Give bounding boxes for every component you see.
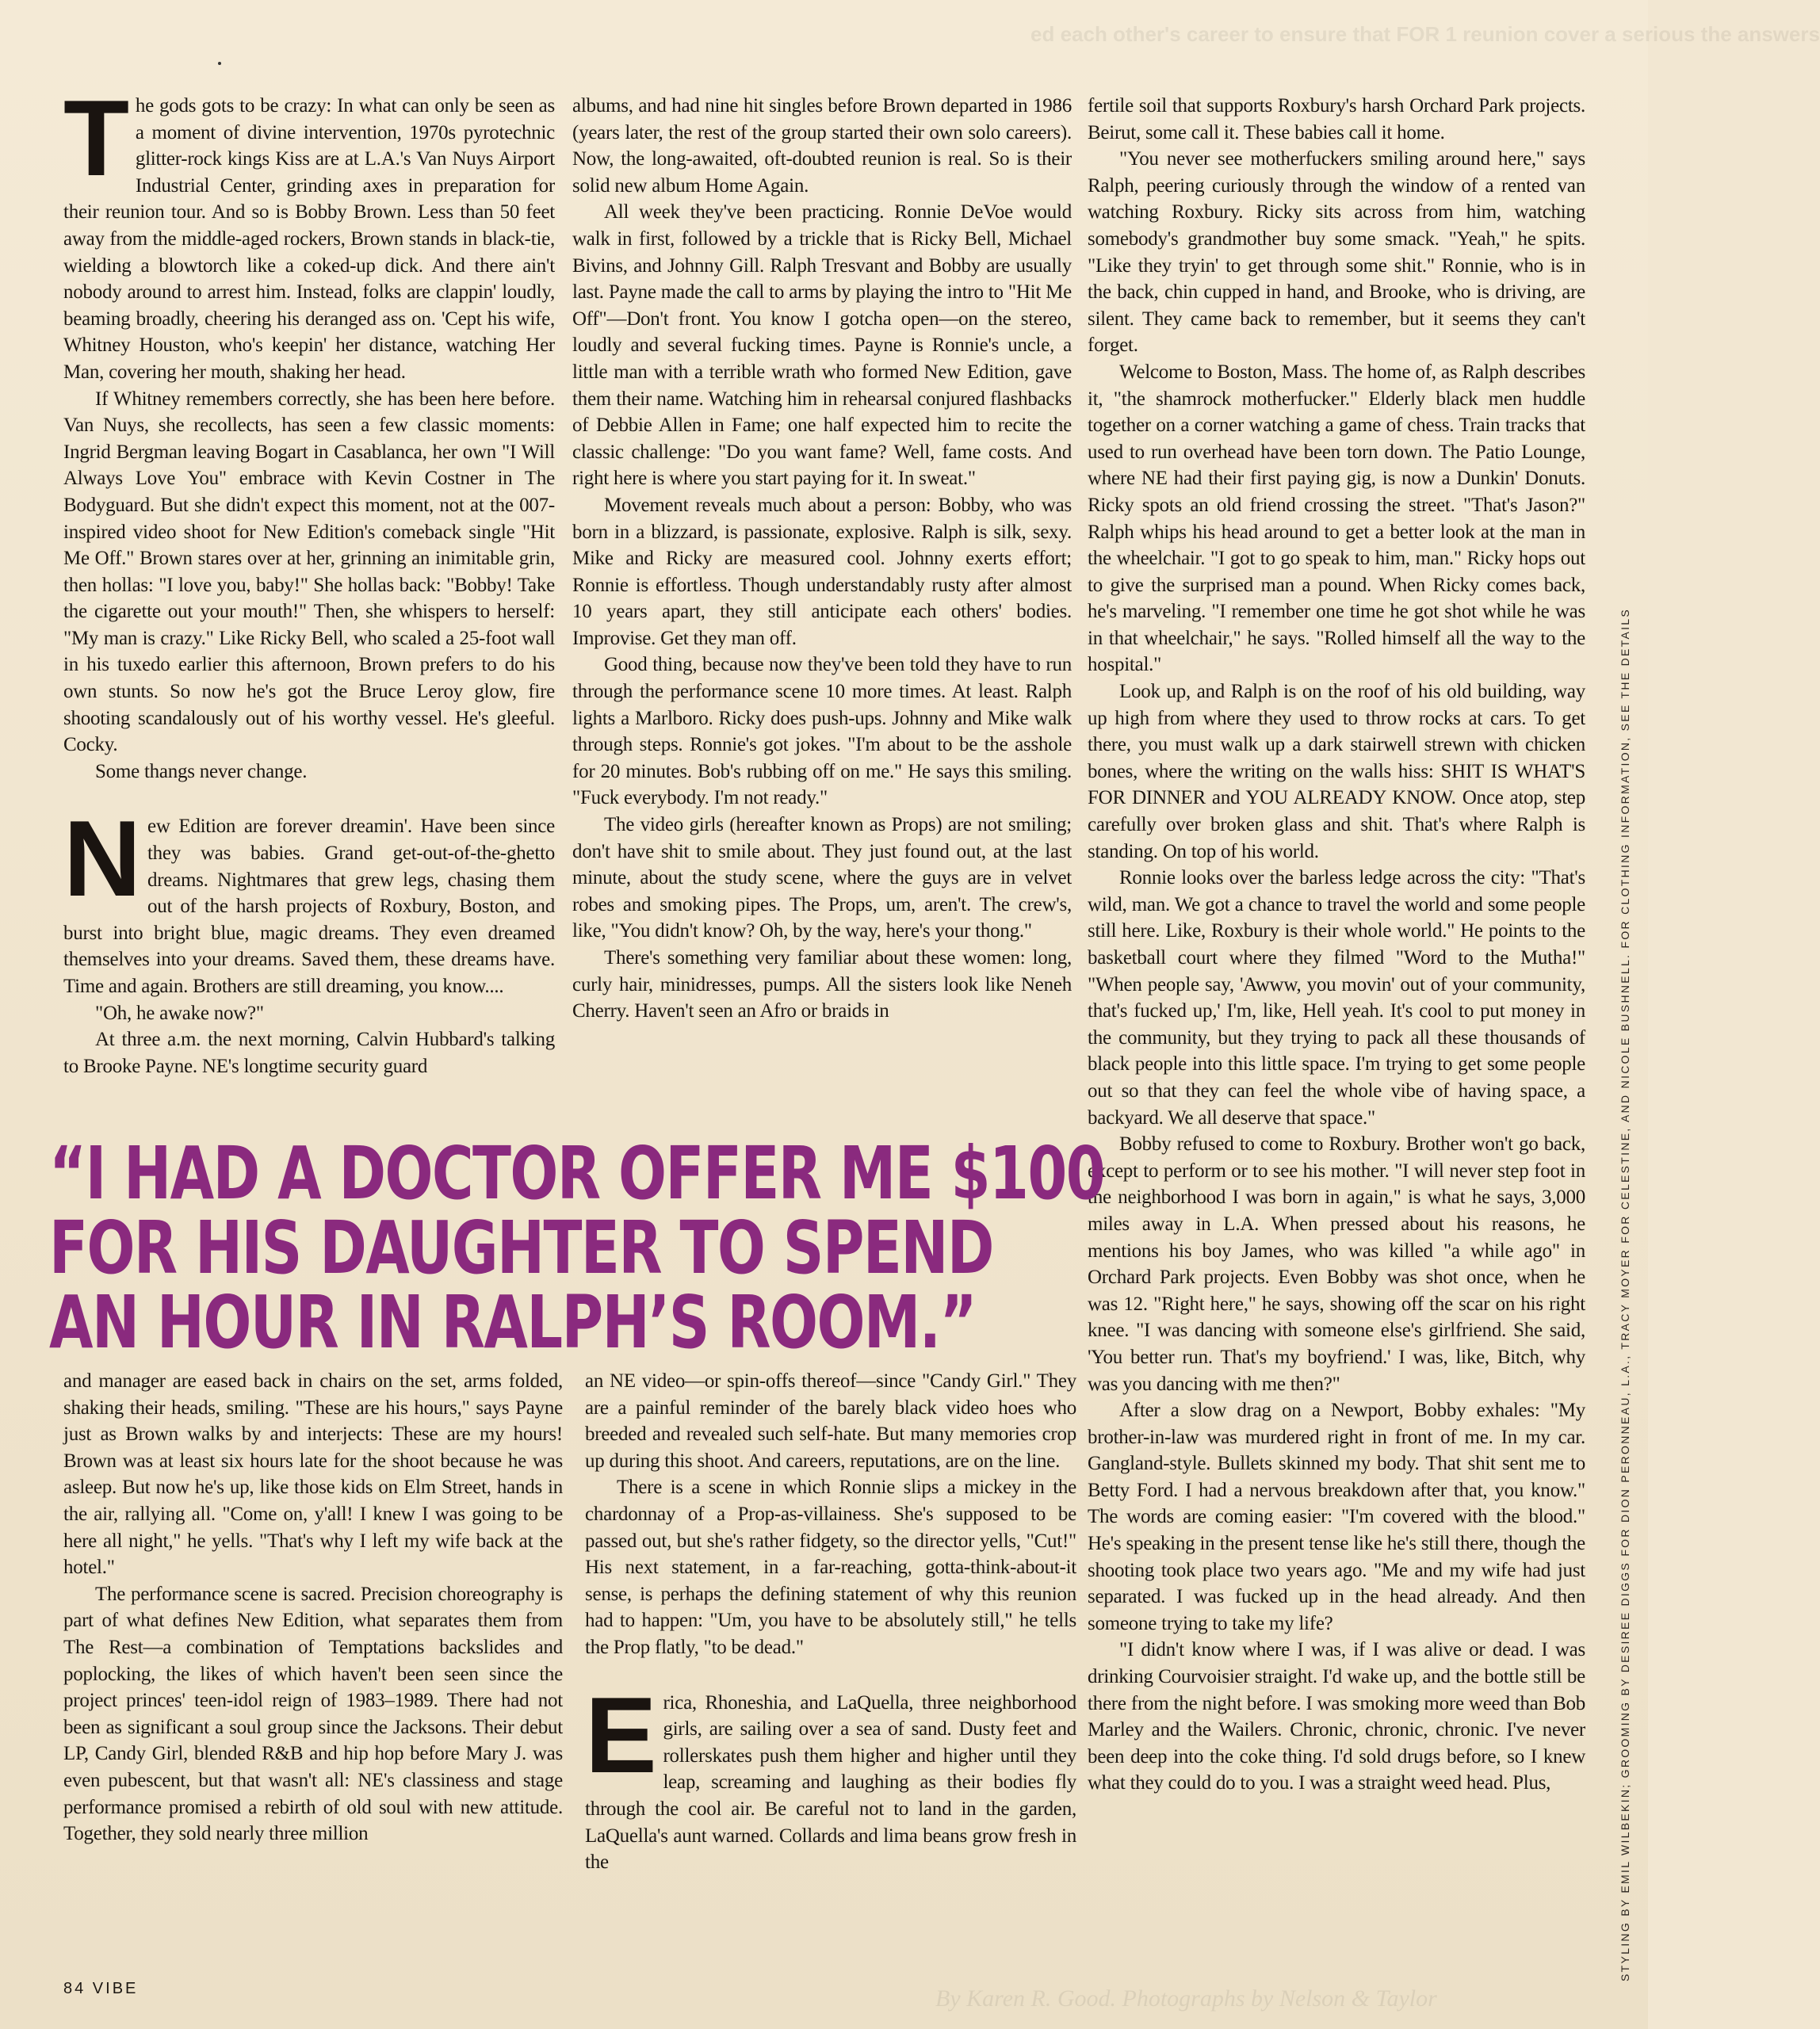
paragraph: There's something very familiar about these women: long, curly hair, minidresses, pumps. All the sisters look like Neneh Cherry. Haven't seen an Afro or braids in	[572, 947, 1072, 1022]
drop-cap: T	[63, 78, 129, 198]
paragraph: The video girls (hereafter known as Props) are not smiling; don't have shit to smile about. They just found out, at the last minute, about the study scene, where the guys are in velvet robes and smoking pipes. The Props, um, aren't. The crew's, like, "You didn't know? Oh, by the way, here's your thong."	[572, 814, 1072, 942]
column-1-bottom	[63, 1368, 563, 1986]
column-2-top	[572, 93, 1072, 1127]
paragraph: There is a scene in which Ronnie slips a mickey in the chardonnay of a Prop-as-villainess. She's supposed to be passed out, but she's rather fidgety, so the director yells, "Cut!" His next statement, in a far-reaching, gotta-think-about-it sense, is perhaps the defining statement of why this reunion had to happen: "Um, you have to be absolutely still," he tells the Prop flatly, "to be dead."	[585, 1477, 1076, 1658]
paragraph: Good thing, because now they've been told they have to run through the performance scene 10 more times. At least. Ralph lights a Marlboro. Ricky does push-ups. Johnny and Mike walk through steps. Ronnie's got jokes. "I'm about to be the asshole for 20 minutes. Bob's rubbing off on me." He says this smiling. "Fuck everybody. I'm not ready."	[572, 654, 1072, 809]
page-folio: 84 VIBE	[63, 1980, 139, 1997]
paragraph: "You never see motherfuckers smiling around here," says Ralph, peering curiously through the window of a rented van watching Roxbury. Ricky sits across from him, watching somebody's grandmother buy some smack. "Yeah," he spits. "Like they tryin' to get through some shit." Ronnie, who is in the back, chin cupped in hand, and Brooke, who is driving, are silent. They came back to remember, but it seems they can't forget.	[1088, 148, 1585, 357]
paragraph: After a slow drag on a Newport, Bobby exhales: "My brother-in-law was murdered right in front of me. In my car. Gangland-style. Bullets skinned my body. That shit sent me to Betty Ford. I had a nervous breakdown after that, you know." The words are coming easier: "I'm covered with the blood." He's speaking in the present tense like he's still there, though the shooting took place two years ago. "Me and my wife had just separated. I was fucked up in the head already. And then someone trying to take my life?	[1088, 1400, 1585, 1634]
paragraph: All week they've been practicing. Ronnie DeVoe would walk in first, followed by a trickle that is Ricky Bell, Michael Bivins, and Johnny Gill. Ralph Tresvant and Bobby are usually last. Payne made the call to arms by playing the intro to "Hit Me Off"—Don't front. You know I gotcha open—on the stereo, loudly and several fucking times. Payne is Ronnie's uncle, a little man with a terrible wrath who formed New Edition, gave them their name. Watching him in rehearsal conjured flashbacks of Debbie Allen in Fame; one half expected him to recite the classic challenge: "Do you want fame? Well, fame costs. And right here is where you start paying for it. In sweat."	[572, 201, 1072, 490]
paragraph: Welcome to Boston, Mass. The home of, as Ralph describes it, "the shamrock motherfucker." Elderly black men huddle together on a corner watching a game of chess. Train tracks that used to run overhead have been torn down. The Patio Lounge, where NE had their first paying gig, is now a Dunkin' Donuts. Ricky spots an old friend crossing the street. "That's Jason?" Ralph whips his head around to get a better look at the man in the wheelchair. "I got to go speak to him, man." Ricky hops out to give the surprised man a pound. When Ricky comes back, he's marveling. "I remember one time he got shot while he was in that wheelchair," he says. "Rolled himself all the way to the hospital."	[1088, 361, 1585, 676]
bleed-through-text-top: ed each other's career to ensure that FOR 1 reunion cover a serious the answers	[1030, 22, 1820, 46]
paragraph: Bobby refused to come to Roxbury. Brother won't go back, except to perform or to see his mother. "I will never step foot in the neighborhood I was born in again," is what he says, 3,000 miles away in L.A. When pressed about his reasons, he mentions his boy James, who was killed "a while ago" in Orchard Park projects. Even Bobby was shot once, when he was 12. "Right here," he says, showing off the scar on his right knee. "I was dancing with someone else's girlfriend. She said, 'You better run. That's my boyfriend.' I was, like, Bitch, why was you dancing with me then?"	[1088, 1133, 1585, 1395]
pull-quote-line: “I HAD A DOCTOR OFFER ME $100	[49, 1131, 1105, 1216]
paragraph: The performance scene is sacred. Precision choreography is part of what defines New Edition, what separates them from The Rest—a combination of Temptations backslides and poplocking, the likes of which haven't been seen since the project princes' teen-idol reign of 1983–1989. There had not been as significant a soul group since the Jacksons. Their debut LP, Candy Girl, blended R&B and hip hop before Mary J. was even pubescent, but that wasn't all: NE's classiness and stage performance promised a rebirth of old soul with new attitude. Together, they sold nearly three million	[63, 1583, 563, 1845]
paragraph: Movement reveals much about a person: Bobby, who was born in a blizzard, is passionate, explosive. Ralph is silk, sexy. Mike and Ricky are measured cool. Johnny exerts effort; Ronnie is effortless. Though understandably rusty after almost 10 years apart, they still anticipate each others' bodies. Improvise. Get they man off.	[572, 494, 1072, 649]
drop-cap: E	[585, 1674, 657, 1795]
paragraph: At three a.m. the next morning, Calvin Hubbard's talking to Brooke Payne. NE's longtime security guard	[63, 1029, 555, 1077]
paragraph: If Whitney remembers correctly, she has been here before. Van Nuys, she recollects, has seen a few classic moments: Ingrid Bergman leaving Bogart in Casablanca, her own "I Will Always Love You" embrace with Kevin Costner in The Bodyguard. But she didn't expect this moment, not at the 007-inspired video shoot for New Edition's comeback single "Hit Me Off." Brown stares over at her, grinning an inimitable grin, then hollas: "I love you, baby!" She hollas back: "Bobby! Take the cigarette out your mouth!" Then, she whispers to herself: "My man is crazy." Like Ricky Bell, who scaled a 25-foot wall in his tuxedo earlier this afternoon, Brown prefers to do his own stunts. So now he's got the Bruce Leroy glow, fire shooting scandalously out of his worthy vessel. He's gleeful. Cocky.	[63, 388, 555, 756]
pull-quote	[49, 1131, 1105, 1365]
paragraph: fertile soil that supports Roxbury's harsh Orchard Park projects. Beirut, some call it. These babies call it home.	[1088, 95, 1585, 143]
column-2-bottom	[585, 1368, 1076, 1986]
photo-credits: STYLING BY EMIL WILBEKIN; GROOMING BY DESIREE DIGGS FOR DION PERONNEAU, L.A., TRACY MOYER FOR CELESTINE, AND NICOLE BUSHNELL. FOR CLOTHING INFORMATION, SEE THE DETAILS	[1619, 607, 1631, 1981]
paragraph: Ronnie looks over the barless ledge across the city: "That's wild, man. We got a chance to travel the world and some people still here. Like, Roxbury is their whole world." He points to the basketball court where they filmed "Word to the Mutha!" "When people say, 'Awww, you movin' out of your community, that's fucked up,' I'm, like, Hell yeah. It's cool to put money in the community, but they trying to pack all these thousands of black people into this little space. I'm trying to get some people out so that they can feel the whole vibe of having space, a backyard. We all deserve that space."	[1088, 867, 1585, 1129]
bleed-through-text-bottom: By Karen R. Good. Photographs by Nelson & Taylor	[935, 1985, 1437, 2012]
paragraph: "I didn't know where I was, if I was alive or dead. I was drinking Courvoisier straight. I'd wake up, and the bottle still be there from the night before. I was smoking more weed than Bob Marley and the Wailers. Chronic, chronic, chronic. I've never been deep into the coke thing. I'd sold drugs before, so I knew what they could do to you. I was a straight weed head. Plus,	[1088, 1639, 1585, 1794]
print-speck	[218, 62, 221, 65]
paragraph: New Edition are forever dreamin'. Have been since they was babies. Grand get-out-of-the-ghetto dreams. Nightmares that grew legs, chasing them out of the harsh projects of Roxbury, Boston, and burst into bright blue, magic dreams. They even dreamed themselves into your dreams. Saved them, these dreams have. Time and again. Brothers are still dreaming, you know....	[63, 798, 555, 997]
column-1-top	[63, 78, 555, 1127]
paragraph: The gods gots to be crazy: In what can only be seen as a moment of divine intervention, 1970s pyrotechnic glitter-rock kings Kiss are at L.A.'s Van Nuys Airport Industrial Center, grinding axes in preparation for their reunion tour. And so is Bobby Brown. Less than 50 feet away from the middle-aged rockers, Brown stands in black-tie, wielding a blowtorch like a coked-up dick. And there ain't nobody around to arrest him. Instead, folks are clappin' loudly, beaming broadly, cheering his deranged ass on. 'Cept his wife, Whitney Houston, who's keepin' her distance, watching Her Man, covering her mouth, shaking her head.	[63, 78, 555, 383]
paragraph: Some thangs never change.	[95, 760, 308, 782]
pull-quote-line: AN HOUR IN RALPH’S ROOM.”	[49, 1280, 977, 1365]
column-3	[1088, 93, 1585, 1963]
drop-cap: N	[63, 798, 141, 919]
paragraph: "Oh, he awake now?"	[95, 1002, 264, 1024]
pull-quote-line: FOR HIS DAUGHTER TO SPEND	[49, 1206, 993, 1290]
paragraph: Look up, and Ralph is on the roof of his old building, way up high from where they used to throw rocks at cars. To get there, you must walk up a dark stairwell strewn with chicken bones, where the writing on the walls hiss: SHIT IS WHAT'S FOR DINNER and YOU ALREADY KNOW. Once atop, step carefully over broken glass and shit. That's where Ralph is standing. On top of his world.	[1088, 681, 1585, 862]
paragraph: albums, and had nine hit singles before Brown departed in 1986 (years later, the rest of the group started their own solo careers). Now, the long-awaited, oft-doubted reunion is real. So is their solid new album Home Again.	[572, 95, 1072, 197]
paragraph: Erica, Rhoneshia, and LaQuella, three neighborhood girls, are sailing over a sea of sand. Dusty feet and rollerskates push them higher and higher until they leap, screaming and laughing as their bodies fly through the cool air. Be careful not to land in the garden, LaQuella's aunt warned. Collards and lima beans grow fresh in the	[585, 1674, 1076, 1874]
paragraph: an NE video—or spin-offs thereof—since "Candy Girl." They are a painful reminder of the barely black video hoes who breeded and revealed such self-hate. But many memories crop up during this shoot. And careers, reputations, are on the line.	[585, 1370, 1076, 1472]
paragraph: and manager are eased back in chairs on the set, arms folded, shaking their heads, smiling. "These are his hours," says Payne just as Brown walks by and interjects: These are my hours! Brown was at least six hours late for the shoot because he was asleep. But now he's up, like those kids on Elm Street, hands in the air, rallying all. "Come on, y'all! I knew I was going to be here all night," he yells. "That's why I left my wife back at the hotel."	[63, 1370, 563, 1579]
